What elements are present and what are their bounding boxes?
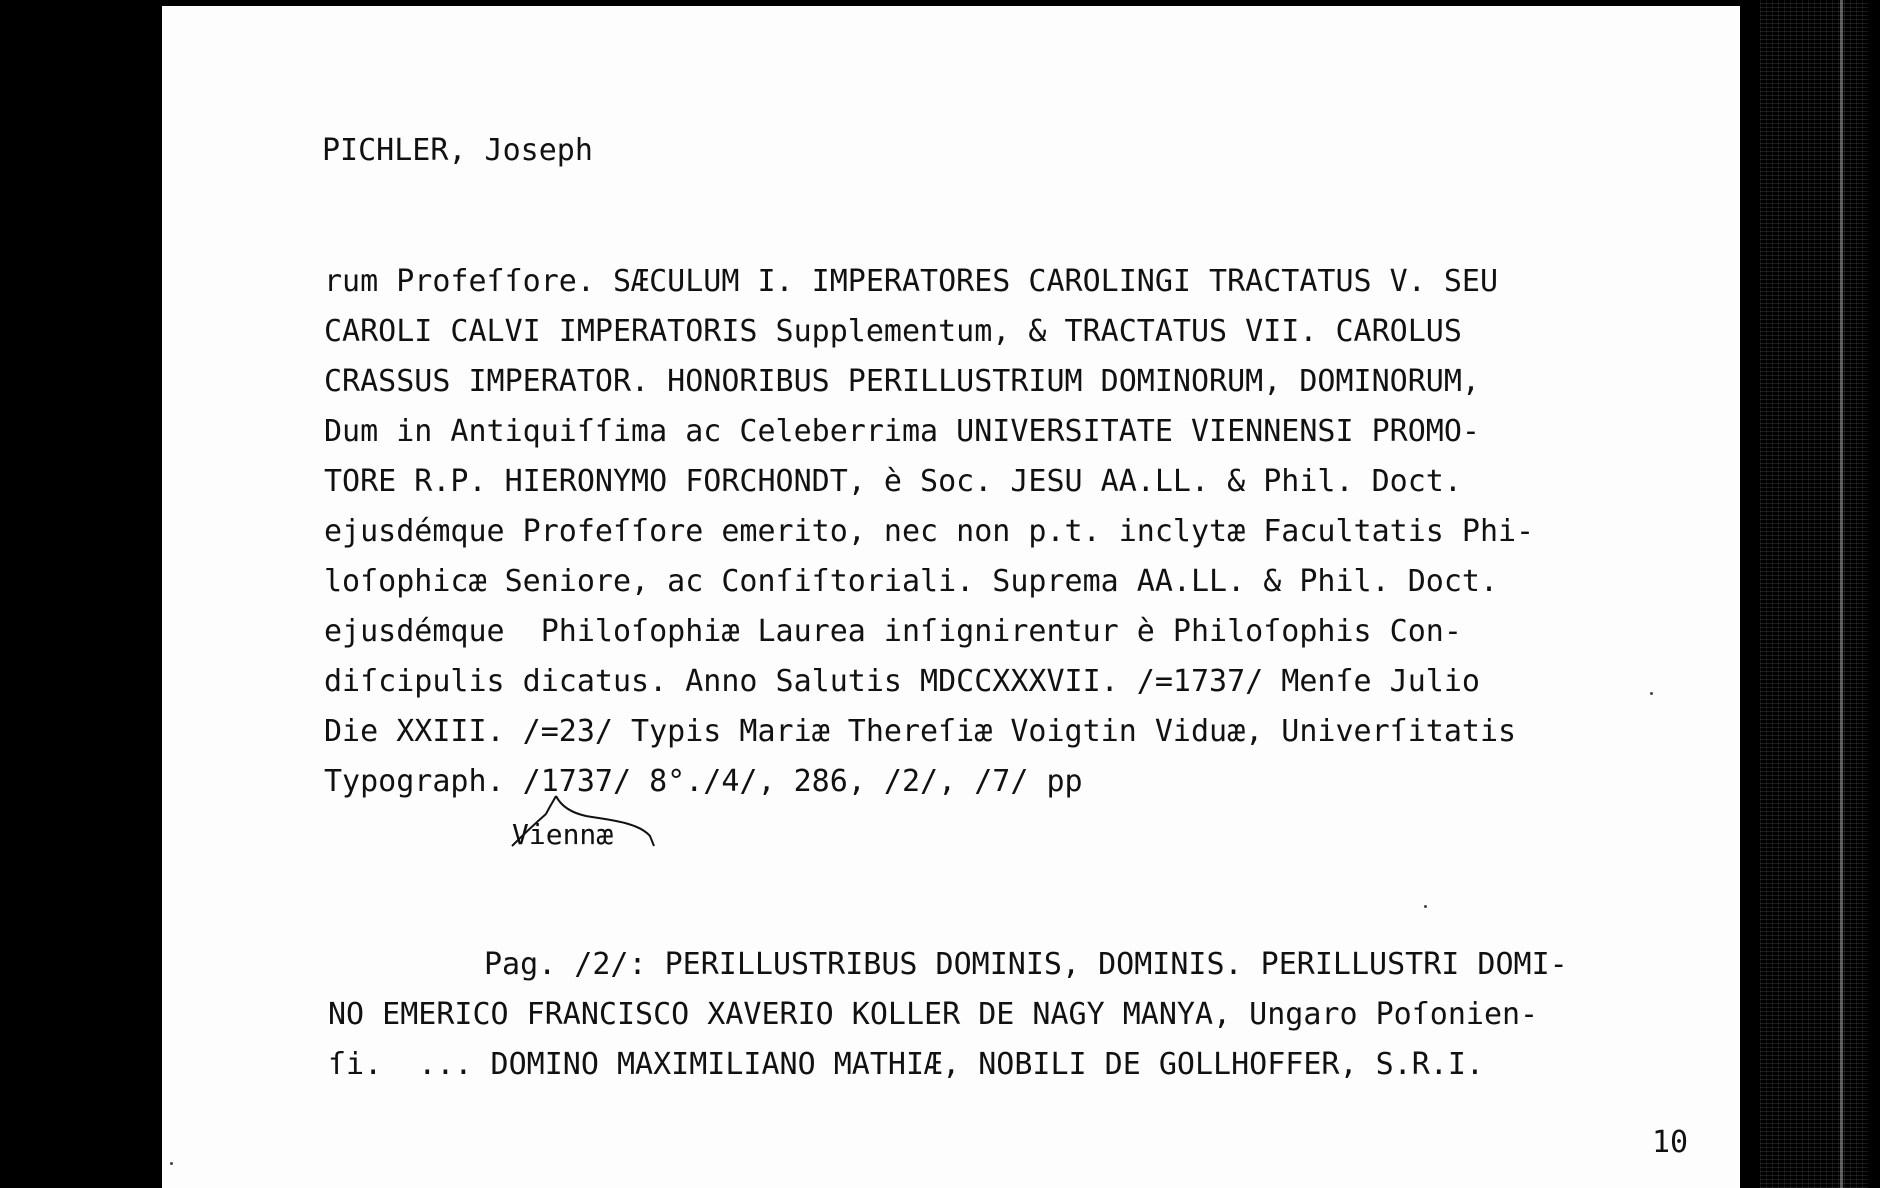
note-line: Pag. /2/: PERILLUSTRIBUS DOMINIS, DOMINIS. PERILLUSTRI DOMI- (484, 947, 1568, 982)
scan-edge-noise (1760, 0, 1868, 1188)
body-line: Die XXIII. /=23/ Typis Mariæ Thereſiæ Voigtin Viduæ, Univerſitatis (324, 714, 1517, 749)
handwritten-insertion: Viennæ (512, 818, 614, 851)
body-line: rum Profeſſore. SÆCULUM I. IMPERATORES CAROLINGI TRACTATUS V. SEU (324, 264, 1498, 299)
body-line: CAROLI CALVI IMPERATORIS Supplementum, & TRACTATUS VII. CAROLUS (324, 314, 1462, 349)
body-line: ejusdémque Profeſſore emerito, nec non p.t. inclytæ Facultatis Phi- (324, 514, 1535, 549)
body-line: loſophicæ Seniore, ac Conſiſtoriali. Suprema AA.LL. & Phil. Doct. (324, 564, 1498, 599)
note-line: ſi. ... DOMINO MAXIMILIANO MATHIÆ, NOBILI DE GOLLHOFFER, S.R.I. (328, 1047, 1484, 1082)
body-line: Dum in Antiquiſſima ac Celeberrima UNIVERSITATE VIENNENSI PROMO- (324, 414, 1480, 449)
page-number: 10 (1652, 1125, 1689, 1160)
note-line: NO EMERICO FRANCISCO XAVERIO KOLLER DE NAGY MANYA, Ungaro Poſonien- (328, 997, 1539, 1032)
scan-edge-line (1840, 0, 1843, 1188)
body-line: CRASSUS IMPERATOR. HONORIBUS PERILLUSTRIUM DOMINORUM, DOMINORUM, (324, 364, 1480, 399)
body-line: diſcipulis dicatus. Anno Salutis MDCCXXXVII. /=1737/ Menſe Julio (324, 664, 1480, 699)
paper-speck (1650, 692, 1653, 695)
body-line: TORE R.P. HIERONYMO FORCHONDT, è Soc. JESU AA.LL. & Phil. Doct. (324, 464, 1462, 499)
imprint-line: Typograph. /1737/ 8°./4/, 286, /2/, /7/ pp (324, 764, 1083, 799)
paper-speck (170, 1162, 173, 1165)
author-heading: PICHLER, Joseph (322, 133, 593, 168)
paper-speck (1424, 905, 1427, 908)
body-line: ejusdémque Philoſophiæ Laurea inſignirentur è Philoſophis Con- (324, 614, 1462, 649)
